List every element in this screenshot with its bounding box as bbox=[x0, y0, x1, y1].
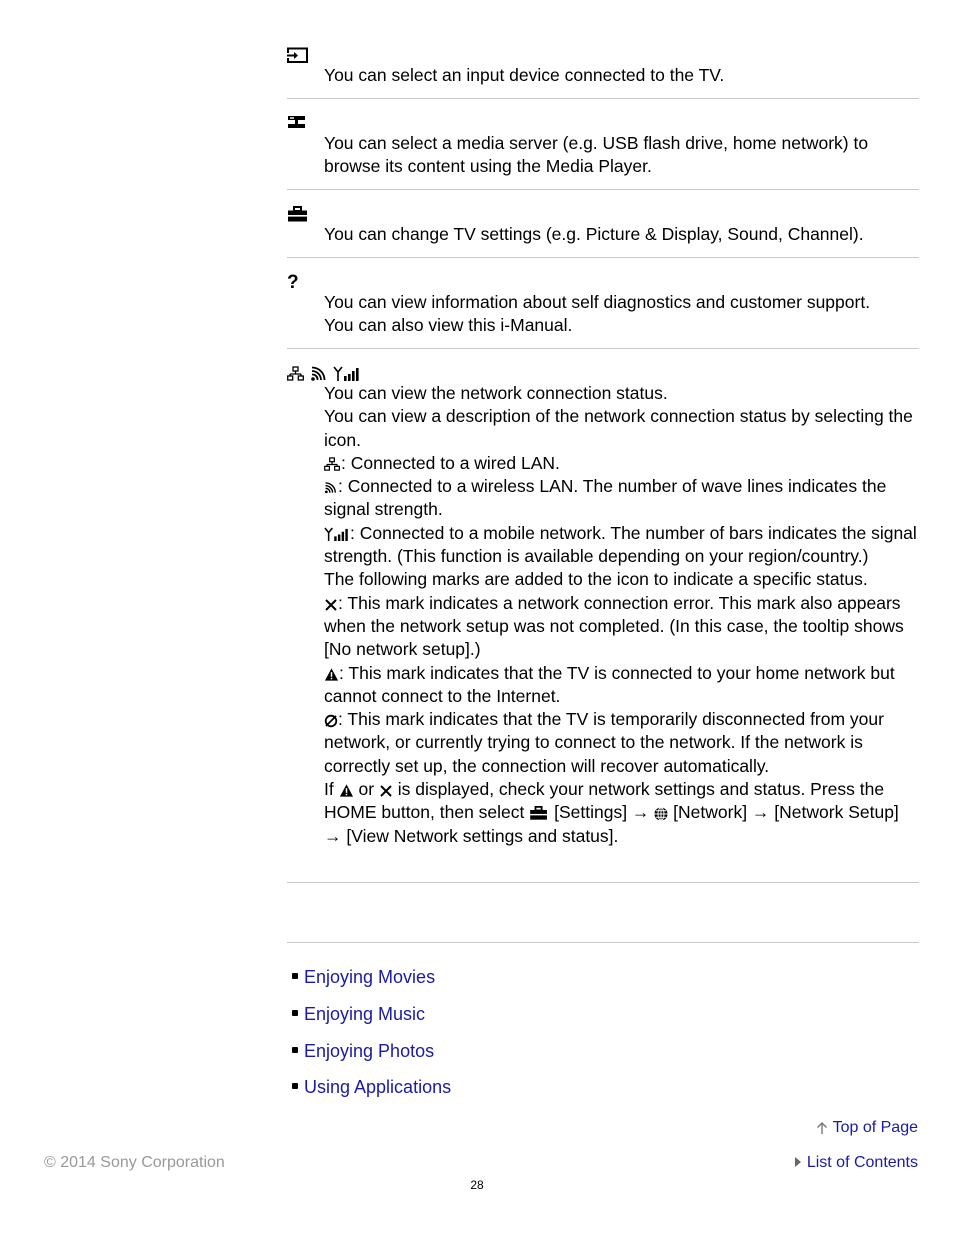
network-p2: You can view a description of the network connection status by selecting the icon. bbox=[324, 406, 913, 450]
warning-mark-line bbox=[324, 662, 920, 709]
related-link-item bbox=[292, 967, 435, 988]
network-description bbox=[324, 382, 920, 848]
top-of-page bbox=[816, 1119, 918, 1137]
mobile-network-text: : Connected to a mobile network. The number of bars indicates the signal strength. (This function is available depending on your region/country.) bbox=[324, 522, 917, 567]
list-of-contents-link[interactable]: List of Contents bbox=[806, 1154, 918, 1171]
disconnected-mark-text: : This mark indicates that the TV is temporarily disconnected from your network, or currently trying to connect to the network. If the network is correctly set up, the connection will recover automatically. bbox=[324, 709, 884, 776]
related-link-item bbox=[292, 1041, 434, 1062]
divider bbox=[287, 189, 919, 190]
wired-lan-icon bbox=[324, 457, 341, 472]
media-server-icon bbox=[287, 115, 307, 136]
mobile-network-line bbox=[324, 522, 920, 569]
using-applications-link[interactable]: Using Applications bbox=[304, 1077, 452, 1097]
help-description bbox=[324, 291, 920, 338]
question-icon: ? bbox=[287, 272, 299, 293]
enjoying-music-link[interactable]: Enjoying Music bbox=[304, 1004, 426, 1024]
divider bbox=[287, 882, 919, 883]
enjoying-movies-link[interactable]: Enjoying Movies bbox=[304, 967, 436, 987]
triangle-right-icon bbox=[794, 1156, 802, 1168]
related-link-item bbox=[292, 1077, 451, 1098]
bullet-icon bbox=[292, 973, 298, 979]
wireless-lan-text: : Connected to a wireless LAN. The number of wave lines indicates the signal strength. bbox=[324, 476, 887, 520]
wired-lan-text: : Connected to a wired LAN. bbox=[341, 452, 560, 473]
network-final-instructions bbox=[324, 778, 920, 848]
toolbox-icon bbox=[529, 806, 549, 821]
final-settings-text: [Settings] → bbox=[549, 802, 655, 823]
divider bbox=[287, 942, 919, 943]
help-line-1: You can view information about self diagnostics and customer support. bbox=[324, 292, 871, 312]
divider bbox=[287, 348, 919, 349]
list-of-contents bbox=[794, 1154, 918, 1172]
divider bbox=[287, 257, 919, 258]
wired-lan-line bbox=[324, 452, 920, 475]
top-of-page-link[interactable]: Top of Page bbox=[832, 1119, 918, 1136]
copyright: © 2014 Sony Corporation bbox=[44, 1154, 225, 1171]
mobile-network-icon bbox=[333, 366, 361, 382]
toolbox-icon bbox=[287, 206, 309, 228]
input-description: You can select an input device connected to the TV. bbox=[324, 65, 725, 85]
globe-icon bbox=[654, 807, 668, 821]
settings-description: You can change TV settings (e.g. Picture & Display, Sound, Channel). bbox=[324, 224, 864, 244]
error-mark-line bbox=[324, 592, 920, 662]
wired-lan-icon bbox=[287, 366, 305, 382]
final-if-text: If bbox=[324, 779, 339, 800]
warning-triangle-icon bbox=[324, 667, 339, 682]
warning-triangle-icon bbox=[339, 783, 354, 798]
bullet-icon bbox=[292, 1083, 298, 1089]
wireless-lan-line bbox=[324, 475, 920, 522]
related-link-item bbox=[292, 1004, 425, 1025]
bullet-icon bbox=[292, 1047, 298, 1053]
mobile-network-icon bbox=[324, 527, 350, 542]
input-icon bbox=[287, 47, 309, 69]
help-line-2: You can also view this i-Manual. bbox=[324, 315, 573, 336]
final-mid-text: is displayed, check your network settings and status. Press the HOME button, then select bbox=[324, 779, 885, 823]
disconnected-mark-line bbox=[324, 708, 920, 778]
warning-mark-text: : This mark indicates that the TV is connected to your home network but cannot connect to the Internet. bbox=[324, 662, 895, 706]
divider bbox=[287, 98, 919, 99]
arrow-up-icon bbox=[816, 1121, 828, 1135]
marks-intro: The following marks are added to the icon to indicate a specific status. bbox=[324, 569, 868, 590]
network-p1: You can view the network connection status. bbox=[324, 383, 668, 403]
bullet-icon bbox=[292, 1010, 298, 1016]
wireless-lan-icon bbox=[310, 366, 328, 382]
wireless-lan-icon bbox=[324, 481, 338, 495]
error-x-icon bbox=[379, 784, 393, 798]
enjoying-photos-link[interactable]: Enjoying Photos bbox=[304, 1041, 435, 1061]
final-or-text: or bbox=[353, 779, 379, 800]
media-description: You can select a media server (e.g. USB flash drive, home network) to browse its content using the Media Player. bbox=[324, 133, 869, 177]
disconnected-icon bbox=[324, 714, 338, 728]
error-x-icon bbox=[324, 598, 338, 612]
error-mark-text: : This mark indicates a network connection error. This mark also appears when the network setup was not completed. (In this case, the tooltip shows [No network setup].) bbox=[324, 592, 904, 660]
page-number: 28 bbox=[470, 1178, 484, 1192]
final-end-text: [Network] → [Network Setup] → [View Network settings and status]. bbox=[324, 802, 899, 846]
